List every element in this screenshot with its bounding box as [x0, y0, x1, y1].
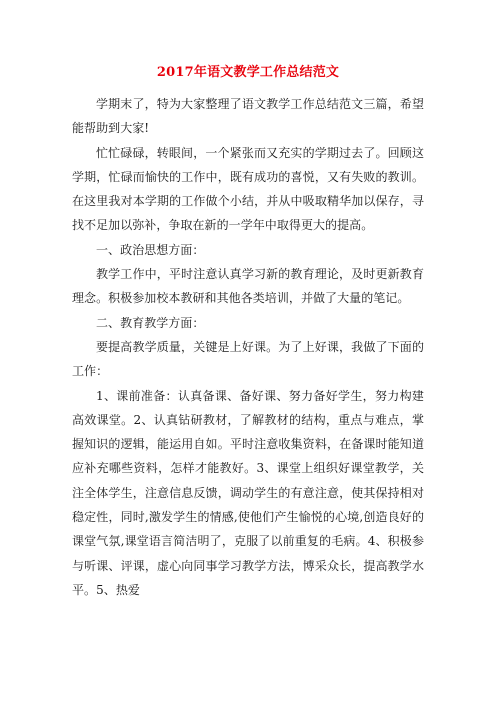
paragraph-review: 忙忙碌碌，转眼间，一个紧张而又充实的学期过去了。回顾这学期，忙碌而愉快的工作中，既有成功的喜悦，又有失败的教训。在这里我对本学期的工作做个小结，并从中吸取精华加以保存，寻找不足加以弥补，争取在新的一学年中取得更大的提高。 — [72, 145, 424, 233]
section-heading-teaching: 二、教育教学方面： — [96, 315, 205, 330]
document-body — [72, 92, 424, 602]
section-heading-politics: 一、政治思想方面： — [96, 242, 205, 257]
paragraph-teaching-intro: 要提高教学质量，关键是上好课。为了上好课，我做了下面的工作： — [72, 339, 424, 379]
paragraph-intro: 学期末了，特为大家整理了语文教学工作总结范文三篇，希望能帮助到大家! — [72, 97, 424, 136]
document-title: 2017年语文教学工作总结范文 — [156, 65, 340, 80]
paragraph-teaching-details: 1、课前准备：认真备课、备好课、努力备好学生，努力构建高效课堂。2、认真钻研教材，了解教材的结构，重点与难点，掌握知识的逻辑，能运用自如。平时注意收集资料，在备课时能知道应补充哪些资料，怎样才能教好。3、课堂上组织好课堂教学，关注全体学生，注意信息反馈，调动学生的有意注意，使其保持相对稳定性，同时,激发学生的情感,使他们产生愉悦的心境,创造良好的课堂气氛,课堂语言简洁明了，克服了以前重复的毛病。4、积极参与听课、评课，虚心向同事学习教学方法，博采众长，提高教学水平。5、热爱 — [72, 388, 424, 597]
paragraph-politics: 教学工作中，平时注意认真学习新的教育理论，及时更新教育理念。积极参加校本教研和其他各类培训，并做了大量的笔记。 — [72, 267, 424, 306]
